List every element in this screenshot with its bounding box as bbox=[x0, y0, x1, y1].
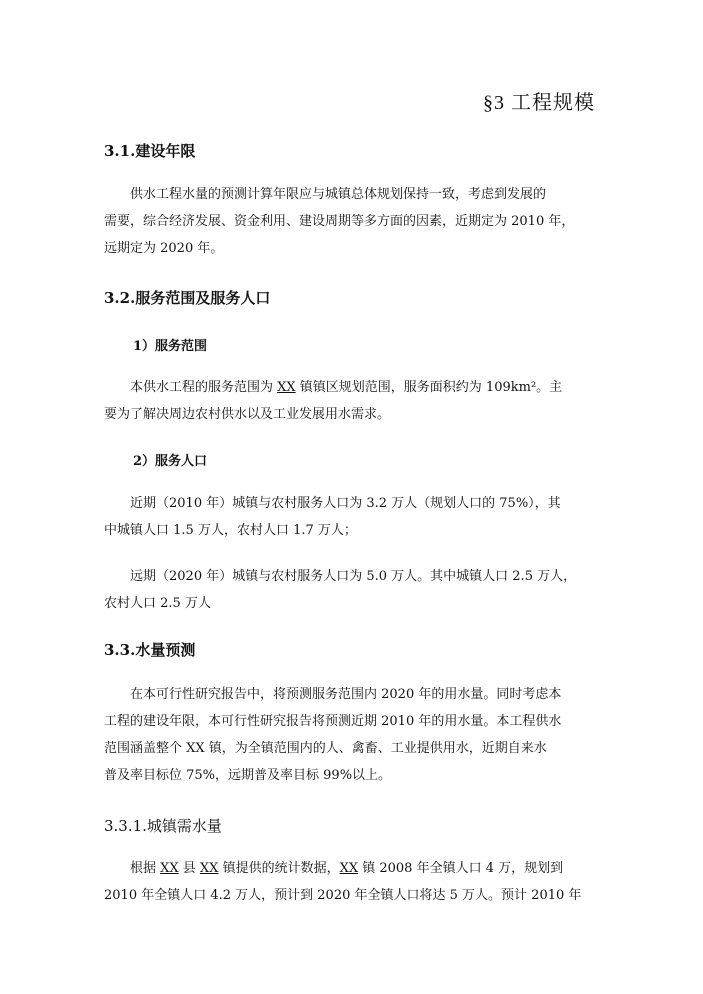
text-run: 县 bbox=[178, 861, 200, 876]
placeholder-xx: XX bbox=[199, 861, 219, 876]
placeholder-xx: XX bbox=[339, 861, 359, 876]
paragraph-line: 要为了解决周边农村供水以及工业发展用水需求。 bbox=[104, 407, 391, 422]
text-run: 本供水工程的服务范围为 bbox=[130, 380, 278, 395]
section-heading-3-1: 3.1.建设年限 bbox=[104, 142, 196, 160]
placeholder-xx: XX bbox=[277, 380, 296, 395]
paragraph-line: 在本可行性研究报告中，将预测服务范围内 2020 年的用水量。同时考虑本 bbox=[130, 687, 562, 702]
text-run: 镇提供的统计数据， bbox=[218, 861, 340, 876]
chapter-title: §3 工程规模 bbox=[483, 92, 595, 114]
text-run: 根据 bbox=[130, 861, 161, 876]
paragraph-line: 需要，综合经济发展、资金利用、建设周期等多方面的因素，近期定为 2010 年， bbox=[104, 214, 575, 229]
paragraph-town-water-demand bbox=[104, 855, 604, 909]
paragraph-line: 供水工程水量的预测计算年限应与城镇总体规划保持一致，考虑到发展的 bbox=[130, 187, 547, 202]
paragraph-long-term-population bbox=[104, 563, 604, 617]
subheading-service-area: 1）服务范围 bbox=[133, 339, 208, 354]
paragraph-near-term-population bbox=[104, 490, 604, 544]
text-run: 镇 2008 年全镇人口 4 万，规划到 bbox=[358, 861, 564, 876]
section-heading-3-3-1: 3.3.1.城镇需水量 bbox=[104, 817, 222, 835]
paragraph-line: 农村人口 2.5 万人 bbox=[104, 596, 211, 611]
text-run: 镇镇区规划范围，服务面积约为 109km²。主 bbox=[295, 380, 563, 395]
paragraph-line bbox=[104, 855, 604, 882]
placeholder-xx: XX bbox=[160, 861, 179, 876]
paragraph-line: 普及率目标位 75%，远期普及率目标 99%以上。 bbox=[104, 768, 392, 783]
paragraph-line: 工程的建设年限，本可行性研究报告将预测近期 2010 年的用水量。本工程供水 bbox=[104, 714, 562, 729]
section-heading-3-2: 3.2.服务范围及服务人口 bbox=[104, 289, 271, 307]
paragraph-water-forecast bbox=[104, 681, 604, 789]
paragraph-line: 远期定为 2020 年。 bbox=[104, 241, 224, 256]
section-heading-3-3: 3.3.水量预测 bbox=[104, 641, 196, 659]
paragraph-construction-period bbox=[104, 181, 604, 262]
paragraph-line: 远期（2020 年）城镇与农村服务人口为 5.0 万人。其中城镇人口 2.5 万人， bbox=[130, 569, 577, 584]
paragraph-line: 近期（2010 年）城镇与农村服务人口为 3.2 万人（规划人口的 75%），其 bbox=[130, 496, 561, 511]
paragraph-line bbox=[104, 374, 604, 401]
subheading-service-population: 2）服务人口 bbox=[133, 454, 208, 469]
paragraph-line: 范围涵盖整个 XX 镇，为全镇范围内的人、禽畜、工业提供用水，近期自来水 bbox=[104, 741, 547, 756]
paragraph-line: 2010 年全镇人口 4.2 万人，预计到 2020 年全镇人口将达 5 万人。预计 2010 年 bbox=[104, 888, 582, 903]
paragraph-service-area bbox=[104, 374, 604, 428]
paragraph-line: 中城镇人口 1.5 万人，农村人口 1.7 万人； bbox=[104, 523, 357, 538]
